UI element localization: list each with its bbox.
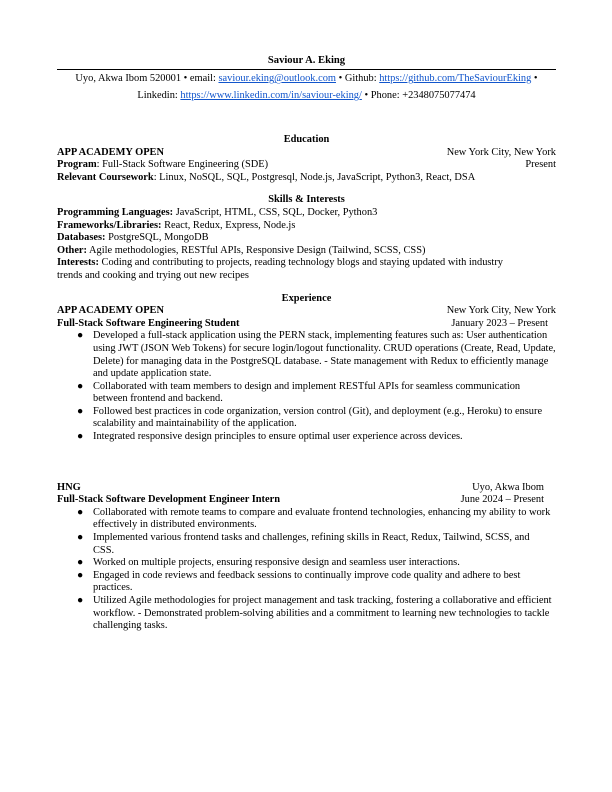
education-institution: APP ACADEMY OPEN xyxy=(57,146,164,158)
job-company: APP ACADEMY OPEN xyxy=(57,305,164,317)
job-location: New York City, New York xyxy=(446,305,556,317)
education-coursework xyxy=(57,172,556,185)
education-header-row xyxy=(57,147,556,160)
job-entry-app-academy xyxy=(57,305,556,444)
github-link[interactable]: https://github.com/TheSaviourEking xyxy=(379,73,532,84)
list-item xyxy=(57,570,556,595)
bullet-icon: ● xyxy=(77,557,84,569)
education-location: New York City, New York xyxy=(446,146,556,158)
list-item xyxy=(57,406,556,431)
job-header-row xyxy=(57,482,556,495)
coursework-value: : Linux, NoSQL, SQL, Postgresql, Node.js, JavaScript, Python3, React, DSA xyxy=(153,171,476,183)
linkedin-link[interactable]: https://www.linkedin.com/in/saviour-eking/ xyxy=(180,90,362,101)
bullet-icon: ● xyxy=(77,380,84,392)
bullet-icon: ● xyxy=(77,330,84,342)
skills-item-languages xyxy=(57,207,556,220)
resume-page xyxy=(57,52,556,633)
bullet-text: Worked on multiple projects, ensuring responsive design and seamless user interactions. xyxy=(93,557,460,569)
skills-label: Programming Languages: xyxy=(57,206,174,218)
spacer xyxy=(57,184,556,194)
bullet-text: Collaborated with remote teams to compare and evaluate frontend technologies, enhancing my ability to work effectively in distributed environments. xyxy=(93,506,551,531)
skills-label: Databases: xyxy=(57,232,106,244)
spacer xyxy=(57,104,556,134)
separator: • xyxy=(531,73,538,84)
education-date: Present xyxy=(525,159,556,171)
separator: • xyxy=(361,90,371,101)
job-company: HNG xyxy=(57,481,81,493)
skills-value: Agile methodologies, RESTful APIs, Responsive Design (Tailwind, SCSS, CSS) xyxy=(87,244,426,256)
skills-item-frameworks xyxy=(57,220,556,233)
job-header-row xyxy=(57,305,556,318)
job-bullets xyxy=(57,507,556,633)
list-item xyxy=(57,557,556,570)
job-dates: June 2024 – Present xyxy=(460,494,544,506)
job-role-row xyxy=(57,494,556,507)
job-role: Full-Stack Software Engineering Student xyxy=(57,317,240,329)
bullet-text: Integrated responsive design principles to ensure optimal user experience across devices. xyxy=(93,431,463,443)
bullet-icon: ● xyxy=(77,506,84,518)
program-value: : Full-Stack Software Engineering (SDE) xyxy=(96,159,269,171)
linkedin-label: Linkedin: xyxy=(137,90,181,101)
bullet-text: Collaborated with team members to design and implement RESTful APIs for seamless communication between frontend and backend. xyxy=(93,380,521,405)
bullet-icon: ● xyxy=(77,569,84,581)
job-dates: January 2023 – Present xyxy=(451,317,548,329)
skills-value: Coding and contributing to projects, reading technology blogs and staying updated with industry trends and cooking and trying out new recipes xyxy=(57,257,503,281)
bullet-text: Utilized Agile methodologies for project management and task tracking, fostering a collaborative and efficient workflow. - Demonstrated problem-solving abilities and a commitment to learning new technologies to tackle challenging tasks. xyxy=(93,595,552,632)
skills-label: Interests: xyxy=(57,257,99,269)
education-program-row xyxy=(57,159,556,172)
section-title-experience: Experience xyxy=(281,292,332,304)
list-item xyxy=(57,507,556,532)
bullet-text: Followed best practices in code organization, version control (Git), and deployment (e.g., Heroku) to ensure scalability and maintainability of the application. xyxy=(93,405,543,430)
section-title-education: Education xyxy=(283,134,330,145)
skills-item-interests xyxy=(57,257,556,282)
bullet-icon: ● xyxy=(77,595,84,606)
list-item xyxy=(57,532,556,557)
bullet-text: Implemented various frontend tasks and challenges, refining skills in React, Redux, Tailwind, SCSS, and CSS. xyxy=(93,532,530,556)
skills-item-other xyxy=(57,245,556,258)
job-bullets xyxy=(57,330,556,443)
bullet-icon: ● xyxy=(77,532,84,544)
skills-label: Frameworks/Libraries: xyxy=(57,219,162,231)
email-label: email: xyxy=(189,73,219,84)
experience-section xyxy=(57,293,556,633)
phone-label: Phone: xyxy=(370,90,403,101)
email-link[interactable]: saviour.eking@outlook.com xyxy=(218,73,336,84)
phone-number: +2348075077474 xyxy=(402,90,476,101)
coursework-label: Relevant Coursework xyxy=(57,171,154,183)
github-label: Github: xyxy=(344,73,380,84)
education-program xyxy=(57,159,268,172)
candidate-name: Saviour A. Eking xyxy=(267,55,346,66)
skills-value: React, Redux, Express, Node.js xyxy=(161,219,296,231)
spacer xyxy=(57,283,556,293)
contact-block xyxy=(57,70,556,104)
job-entry-hng xyxy=(57,482,556,633)
list-item xyxy=(57,330,556,380)
list-item xyxy=(57,381,556,406)
bullet-icon: ● xyxy=(77,405,84,417)
list-item xyxy=(57,595,556,633)
bullet-icon: ● xyxy=(77,431,84,443)
skills-label: Other: xyxy=(57,244,88,256)
contact-location: Uyo, Akwa Ibom 520001 xyxy=(75,73,182,84)
separator: • xyxy=(181,73,190,84)
separator: • xyxy=(336,73,345,84)
job-location: Uyo, Akwa Ibom xyxy=(472,481,544,493)
section-title-skills: Skills & Interests xyxy=(268,194,345,206)
skills-value: JavaScript, HTML, CSS, SQL, Docker, Python3 xyxy=(173,206,378,218)
skills-section xyxy=(57,194,556,282)
skills-value: PostgreSQL, MongoDB xyxy=(105,232,209,244)
skills-item-databases xyxy=(57,232,556,245)
education-section xyxy=(57,134,556,184)
list-item xyxy=(57,431,556,444)
spacer xyxy=(57,444,556,482)
bullet-text: Developed a full-stack application using the PERN stack, implementing features such as: User authentication using JWT (JSON Web Tokens) for secure login/logout functionality. CRUD operations (Create, Read, Update, Delete) for managing data in the PostgreSQL database. - State management with Redux to efficiently manage and update application state. xyxy=(93,330,556,380)
job-role-row xyxy=(57,318,556,331)
program-label: Program xyxy=(57,159,97,171)
job-role: Full-Stack Software Development Engineer Intern xyxy=(57,494,280,506)
bullet-text: Engaged in code reviews and feedback sessions to continually improve code quality and adhere to best practices. xyxy=(93,569,521,594)
